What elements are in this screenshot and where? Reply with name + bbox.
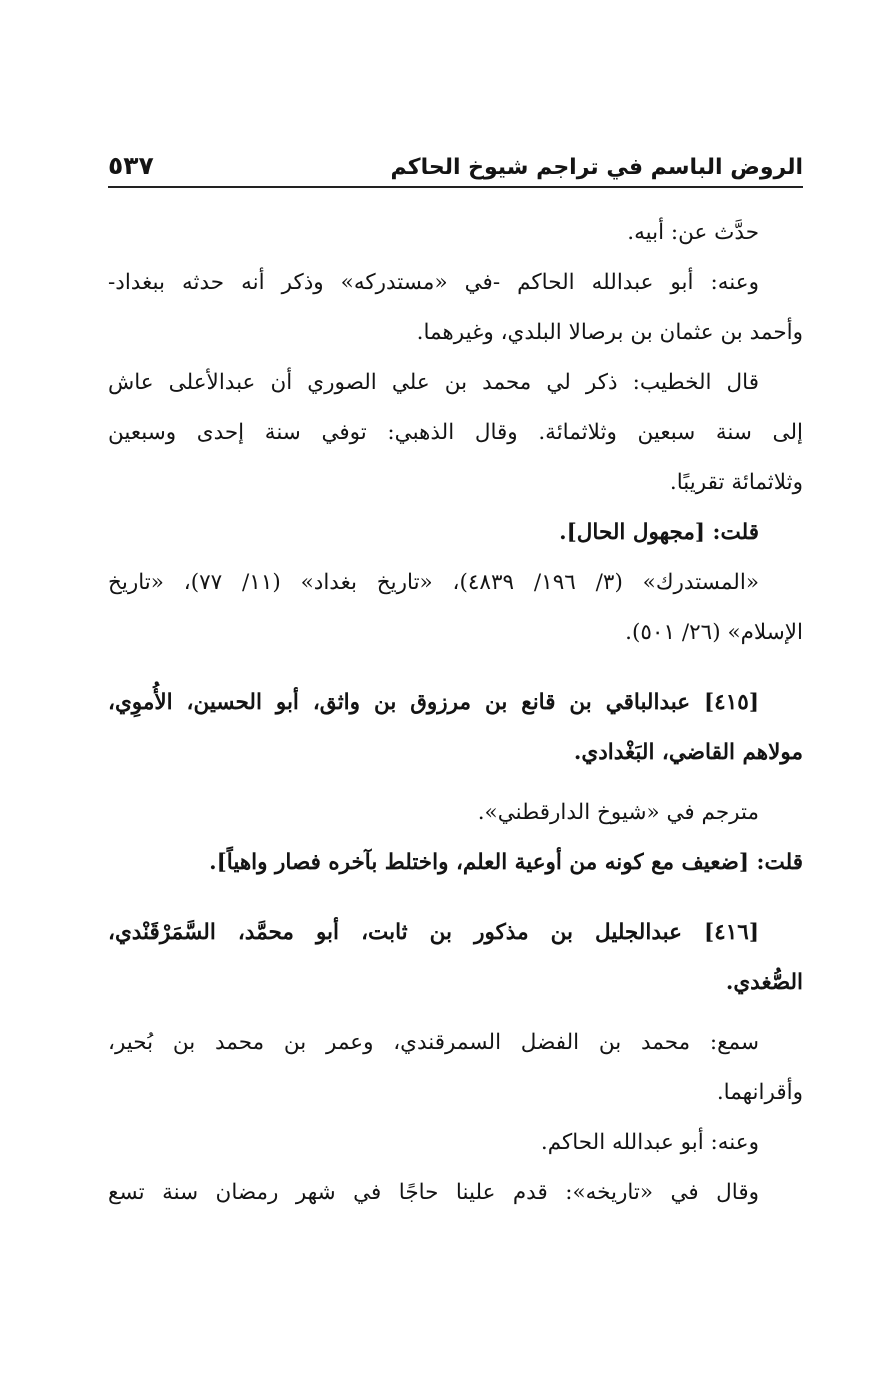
entry-line-narrated-from: حدَّث عن: أبيه. [627, 220, 759, 245]
entry-416-heard-from-cont: وأقرانهما. [716, 1080, 803, 1105]
entry-415-heading: [٤١٥] عبدالباقي بن قانع بن مرزوق بن واثق، أبو الحسين، الأُموِي، [108, 690, 759, 715]
entry-verdict: قلت: [مجهول الحال]. [559, 520, 759, 545]
entry-line-dhahabi-cont: وثلاثمائة تقريبًا. [669, 470, 803, 495]
entry-415-verdict: قلت: [ضعيف مع كونه من أوعية العلم، واختلط بآخره فصار واهياً]. [209, 850, 803, 875]
entry-line-students: وعنه: أبو عبدالله الحاكم -في «مستدركه» وذكر أنه حدثه ببغداد- [108, 270, 759, 295]
entry-416-history: وقال في «تاريخه»: قدم علينا حاجًا في شهر رمضان سنة تسع [108, 1180, 759, 1205]
section-gap [108, 778, 803, 788]
page-body [108, 208, 803, 1218]
entry-sources: «المستدرك» (٣/ ١٩٦/ ٤٨٣٩)، «تاريخ بغداد» (١١/ ٧٧)، «تاريخ [108, 570, 759, 595]
entry-416-students: وعنه: أبو عبدالله الحاكم. [540, 1130, 759, 1155]
entry-sources-cont: الإسلام» (٢٦/ ٥٠١). [625, 620, 803, 645]
entry-line-students-cont: وأحمد بن عثمان بن برصالا البلدي، وغيرهما. [416, 320, 803, 345]
page-header [108, 142, 803, 188]
entry-line-dhahabi: إلى سنة سبعين وثلاثمائة. وقال الذهبي: توفي سنة إحدى وسبعين [108, 420, 803, 445]
running-title: الروض الباسم في تراجم شيوخ الحاكم [390, 155, 803, 180]
page-number: ٥٣٧ [108, 151, 154, 180]
entry-415-translation-ref: مترجم في «شيوخ الدارقطني». [477, 800, 759, 825]
section-gap [108, 1008, 803, 1018]
section-gap [108, 658, 803, 678]
section-gap [108, 888, 803, 908]
entry-416-heard-from: سمع: محمد بن الفضل السمرقندي، وعمر بن محمد بن بُحير، [108, 1030, 759, 1055]
entry-415-heading-cont: مولاهم القاضي، البَغْدادي. [573, 740, 803, 765]
header-rule [108, 186, 803, 188]
entry-416-heading: [٤١٦] عبدالجليل بن مذكور بن ثابت، أبو محمَّد، السَّمَرْقَنْدي، [108, 920, 759, 945]
entry-line-khatib: قال الخطيب: ذكر لي محمد بن علي الصوري أن عبدالأعلى عاش [108, 370, 759, 395]
entry-416-heading-cont: الصُّغدي. [725, 970, 803, 995]
